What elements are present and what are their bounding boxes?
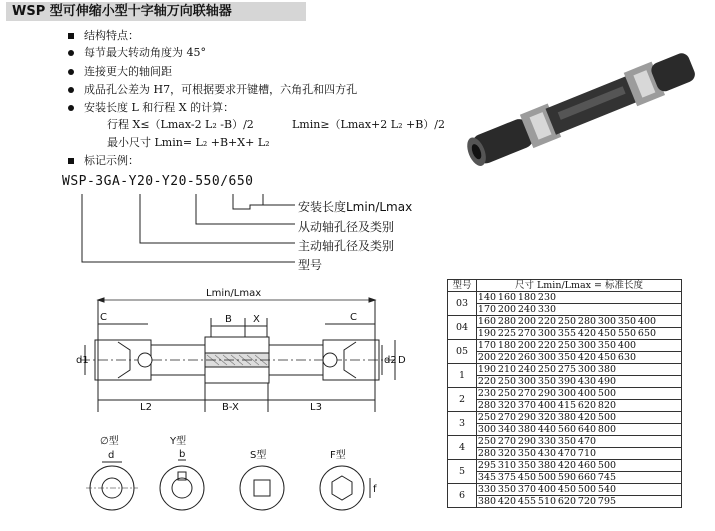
table-value: 470 — [557, 448, 577, 459]
table-header-model: 型号 — [448, 280, 477, 292]
table-value: 795 — [597, 496, 617, 507]
table-value: 300 — [577, 364, 597, 375]
table-value: 620 — [557, 496, 577, 507]
table-value: 250 — [497, 388, 517, 399]
feature-item: 每节最大转动角度为 45° — [68, 45, 206, 60]
table-value: 300 — [477, 424, 497, 435]
table-value: 660 — [577, 472, 597, 483]
table-cell-values — [477, 496, 682, 508]
table-value: 330 — [537, 304, 557, 315]
table-value: 320 — [497, 400, 517, 411]
table-cell-values — [477, 448, 682, 460]
table-value: 295 — [477, 460, 497, 471]
table-value: 270 — [497, 436, 517, 447]
table-row — [448, 376, 682, 388]
table-value: 490 — [597, 376, 617, 387]
table-value: 420 — [577, 412, 597, 423]
table-cell-model: 2 — [448, 388, 477, 412]
table-value: 550 — [617, 328, 637, 339]
features-heading: 结构特点： — [68, 28, 139, 43]
feature-item: 连接更大的轴间距 — [68, 64, 172, 79]
table-value: 380 — [597, 364, 617, 375]
table-value: 300 — [537, 328, 557, 339]
table-value: 300 — [597, 316, 617, 327]
table-value: 470 — [577, 436, 597, 447]
table-cell-values — [477, 352, 682, 364]
table-value: 280 — [497, 316, 517, 327]
table-value: 260 — [517, 352, 537, 363]
table-value: 380 — [537, 460, 557, 471]
table-value: 320 — [497, 448, 517, 459]
dim-D: D — [398, 355, 406, 366]
table-value: 160 — [477, 316, 497, 327]
feature-item: 安装长度 L 和行程 X 的计算： — [68, 100, 234, 115]
table-value: 200 — [497, 304, 517, 315]
table-value: 275 — [557, 364, 577, 375]
table-value: 180 — [497, 340, 517, 351]
callout-driven-bore: 从动轴孔径及类别 — [298, 220, 395, 234]
table-row — [448, 412, 682, 424]
table-value: 350 — [557, 436, 577, 447]
table-value: 630 — [617, 352, 637, 363]
example-heading: 标记示例： — [68, 153, 139, 168]
table-header-row — [448, 280, 682, 292]
table-cell-values — [477, 412, 682, 424]
table-value: 320 — [537, 412, 557, 423]
table-value: 500 — [597, 388, 617, 399]
table-cell-model: 05 — [448, 340, 477, 364]
feature-item: 成品孔公差为 H7，可根据要求开键槽，六角孔和四方孔 — [68, 82, 357, 97]
table-cell-model: 6 — [448, 484, 477, 508]
table-value: 745 — [597, 472, 617, 483]
table-value: 430 — [577, 376, 597, 387]
table-row — [448, 364, 682, 376]
section-sub-b: b — [179, 449, 186, 460]
table-value: 415 — [557, 400, 577, 411]
table-value: 375 — [497, 472, 517, 483]
callout-leaders — [82, 194, 295, 262]
table-value: 300 — [517, 376, 537, 387]
table-value: 210 — [497, 364, 517, 375]
table-value: 720 — [577, 496, 597, 507]
table-value: 450 — [557, 484, 577, 495]
table-value: 400 — [637, 316, 657, 327]
section-sub-f: f — [373, 484, 377, 495]
table-value: 560 — [557, 424, 577, 435]
table-value: 270 — [517, 328, 537, 339]
dim-l2: L2 — [140, 402, 152, 413]
table-value: 380 — [517, 424, 537, 435]
table-value: 350 — [557, 352, 577, 363]
table-value: 540 — [597, 484, 617, 495]
table-value: 380 — [477, 496, 497, 507]
coupling-drawing — [80, 298, 395, 412]
dim-top-label: Lmin/Lmax — [206, 288, 262, 299]
table-value: 420 — [497, 496, 517, 507]
table-value: 230 — [537, 292, 557, 303]
table-row — [448, 460, 682, 472]
table-row — [448, 292, 682, 304]
table-row — [448, 388, 682, 400]
table-value: 280 — [577, 316, 597, 327]
dim-d2: d2 — [384, 355, 397, 366]
formula-lmin: Lmin≥（Lmax+2 L₂ +B）/2 — [292, 118, 445, 131]
table-row — [448, 340, 682, 352]
table-value: 250 — [477, 412, 497, 423]
dim-x: X — [253, 314, 260, 325]
table-row — [448, 352, 682, 364]
table-value: 220 — [537, 340, 557, 351]
table-value: 310 — [497, 460, 517, 471]
table-cell-values — [477, 292, 682, 304]
table-value: 240 — [517, 364, 537, 375]
section-label-round: ∅型 — [100, 436, 119, 447]
table-value: 330 — [477, 484, 497, 495]
formula-stroke: 行程 X≤（Lmax-2 L₂ -B）/2 — [107, 118, 254, 131]
table-value: 450 — [597, 352, 617, 363]
table-value: 650 — [637, 328, 657, 339]
table-value: 140 — [477, 292, 497, 303]
table-cell-values — [477, 388, 682, 400]
table-cell-model: 4 — [448, 436, 477, 460]
table-value: 190 — [477, 328, 497, 339]
spec-table — [447, 279, 682, 508]
table-value: 220 — [497, 352, 517, 363]
table-value: 820 — [597, 400, 617, 411]
table-value: 225 — [497, 328, 517, 339]
dim-c-left: C — [100, 312, 107, 323]
table-cell-values — [477, 364, 682, 376]
table-value: 370 — [517, 484, 537, 495]
table-cell-model: 3 — [448, 412, 477, 436]
table-value: 500 — [597, 460, 617, 471]
table-header-sizes: 尺寸 Lmin/Lmax = 标准长度 — [477, 280, 682, 292]
table-cell-model: 1 — [448, 364, 477, 388]
table-value: 170 — [477, 304, 497, 315]
table-value: 280 — [477, 400, 497, 411]
section-sub-d: d — [108, 450, 115, 461]
table-value: 420 — [557, 460, 577, 471]
coupling-photo — [462, 48, 698, 171]
table-cell-values — [477, 484, 682, 496]
table-cell-values — [477, 376, 682, 388]
table-cell-values — [477, 400, 682, 412]
table-row — [448, 448, 682, 460]
table-row — [448, 496, 682, 508]
table-row — [448, 304, 682, 316]
table-value: 170 — [477, 340, 497, 351]
section-label-f: F型 — [330, 450, 346, 461]
callout-drive-bore: 主动轴孔径及类别 — [298, 239, 395, 253]
table-value: 455 — [517, 496, 537, 507]
table-value: 500 — [577, 484, 597, 495]
table-value: 200 — [517, 340, 537, 351]
table-row — [448, 472, 682, 484]
page-title: WSP 型可伸缩小型十字轴万向联轴器 — [12, 4, 232, 19]
table-value: 250 — [557, 340, 577, 351]
table-value: 270 — [517, 388, 537, 399]
dim-d1: d1 — [76, 355, 89, 366]
table-cell-values — [477, 460, 682, 472]
table-row — [448, 400, 682, 412]
table-value: 230 — [477, 388, 497, 399]
table-value: 250 — [497, 376, 517, 387]
table-value: 200 — [477, 352, 497, 363]
dim-l3: L3 — [310, 402, 322, 413]
table-value: 350 — [517, 448, 537, 459]
table-value: 220 — [537, 316, 557, 327]
table-value: 180 — [517, 292, 537, 303]
callout-model: 型号 — [298, 258, 323, 272]
table-value: 350 — [597, 340, 617, 351]
table-cell-values — [477, 316, 682, 328]
table-row — [448, 316, 682, 328]
table-value: 440 — [537, 424, 557, 435]
table-value: 200 — [517, 316, 537, 327]
table-value: 350 — [537, 376, 557, 387]
table-value: 330 — [537, 436, 557, 447]
table-value: 620 — [577, 400, 597, 411]
table-cell-values — [477, 304, 682, 316]
table-cell-values — [477, 472, 682, 484]
table-value: 370 — [517, 400, 537, 411]
table-value: 590 — [557, 472, 577, 483]
table-value: 400 — [537, 484, 557, 495]
dim-bx: B-X — [222, 402, 239, 413]
table-value: 500 — [597, 412, 617, 423]
example-model-code: WSP-3GA-Y20-Y20-550/650 — [62, 174, 254, 189]
table-value: 400 — [537, 400, 557, 411]
dim-b: B — [225, 314, 232, 325]
table-value: 400 — [577, 388, 597, 399]
table-cell-values — [477, 340, 682, 352]
table-value: 290 — [517, 412, 537, 423]
table-value: 240 — [517, 304, 537, 315]
table-cell-values — [477, 436, 682, 448]
table-value: 220 — [477, 376, 497, 387]
section-views — [86, 460, 370, 510]
table-value: 640 — [577, 424, 597, 435]
table-row — [448, 328, 682, 340]
table-value: 345 — [477, 472, 497, 483]
table-cell-values — [477, 424, 682, 436]
table-value: 350 — [617, 316, 637, 327]
table-value: 250 — [557, 316, 577, 327]
table-value: 300 — [557, 388, 577, 399]
table-value: 300 — [537, 352, 557, 363]
table-value: 250 — [537, 364, 557, 375]
table-value: 400 — [617, 340, 637, 351]
table-value: 800 — [597, 424, 617, 435]
table-value: 420 — [577, 352, 597, 363]
table-value: 290 — [537, 388, 557, 399]
section-label-s: S型 — [250, 450, 267, 461]
section-label-y: Y型 — [170, 436, 187, 447]
table-cell-model: 04 — [448, 316, 477, 340]
table-value: 300 — [577, 340, 597, 351]
table-value: 380 — [557, 412, 577, 423]
table-value: 290 — [517, 436, 537, 447]
table-value: 460 — [577, 460, 597, 471]
callout-install-length: 安装长度Lmin/Lmax — [298, 200, 413, 214]
table-value: 270 — [497, 412, 517, 423]
table-row — [448, 424, 682, 436]
table-value: 350 — [517, 460, 537, 471]
table-value: 450 — [517, 472, 537, 483]
table-value: 510 — [537, 496, 557, 507]
table-value: 250 — [477, 436, 497, 447]
formula-min-size: 最小尺寸 Lmin= L₂ +B+X+ L₂ — [107, 136, 270, 149]
table-cell-values — [477, 328, 682, 340]
table-value: 350 — [497, 484, 517, 495]
table-value: 280 — [477, 448, 497, 459]
table-row — [448, 436, 682, 448]
table-cell-model: 5 — [448, 460, 477, 484]
table-value: 190 — [477, 364, 497, 375]
table-value: 450 — [597, 328, 617, 339]
table-value: 420 — [577, 328, 597, 339]
table-value: 390 — [557, 376, 577, 387]
table-cell-model: 03 — [448, 292, 477, 316]
table-row — [448, 484, 682, 496]
table-value: 710 — [577, 448, 597, 459]
dim-c-right: C — [350, 312, 357, 323]
table-value: 430 — [537, 448, 557, 459]
table-value: 355 — [557, 328, 577, 339]
table-value: 340 — [497, 424, 517, 435]
table-value: 160 — [497, 292, 517, 303]
table-value: 500 — [537, 472, 557, 483]
